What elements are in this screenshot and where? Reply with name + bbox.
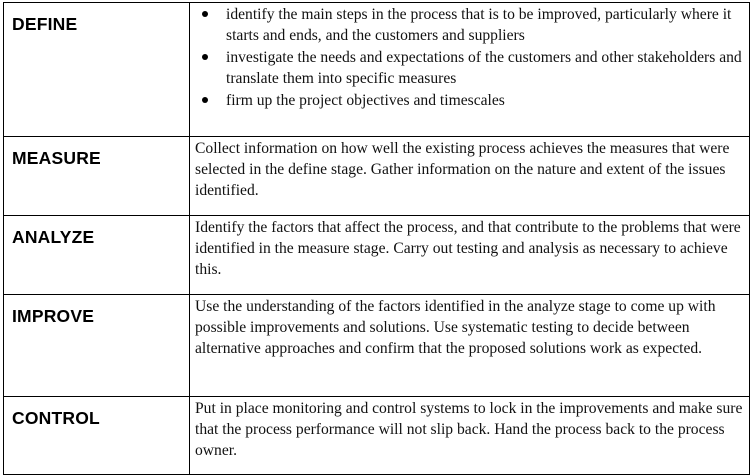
phase-label-control: CONTROL	[4, 397, 190, 475]
table-row-improve	[4, 295, 750, 397]
bullet-text: firm up the project objectives and timescales	[226, 92, 505, 109]
phase-description-analyze: Identify the factors that affect the process, and that contribute to the problems that were identified in the measure stage. Carry out testing and analysis as necessary to achieve this.	[190, 216, 750, 295]
list-item	[195, 47, 745, 89]
bullet-text: investigate the needs and expectations of the customers and other stakeholders and translate them into specific measures	[226, 49, 742, 87]
phase-description-define	[190, 3, 750, 137]
phase-label-measure: MEASURE	[4, 137, 190, 216]
bullet-icon	[202, 97, 208, 103]
phase-label-analyze: ANALYZE	[4, 216, 190, 295]
table-row-control	[4, 397, 750, 475]
bullet-icon	[202, 54, 208, 60]
phase-description-improve: Use the understanding of the factors identified in the analyze stage to come up with possible improvements and solutions. Use systematic testing to decide between alternative approaches and confirm that the proposed solutions work as expected.	[190, 295, 750, 397]
table-row-measure	[4, 137, 750, 216]
phase-description-control: Put in place monitoring and control systems to lock in the improvements and make sure that the process performance will not slip back. Hand the process back to the process owner.	[190, 397, 750, 475]
phase-description-measure: Collect information on how well the existing process achieves the measures that were selected in the define stage. Gather information on the nature and extent of the issues identified.	[190, 137, 750, 216]
table-row-analyze	[4, 216, 750, 295]
phase-label-define: DEFINE	[4, 3, 190, 137]
bullet-icon	[202, 11, 208, 17]
list-item	[195, 4, 745, 46]
bullet-text: identify the main steps in the process that is to be improved, particularly where it starts and ends, and the customers and suppliers	[226, 6, 732, 44]
table-row-define	[4, 3, 750, 137]
dmaic-table	[3, 2, 750, 475]
list-item	[195, 90, 745, 111]
define-bullet-list	[195, 4, 745, 111]
phase-label-improve: IMPROVE	[4, 295, 190, 397]
